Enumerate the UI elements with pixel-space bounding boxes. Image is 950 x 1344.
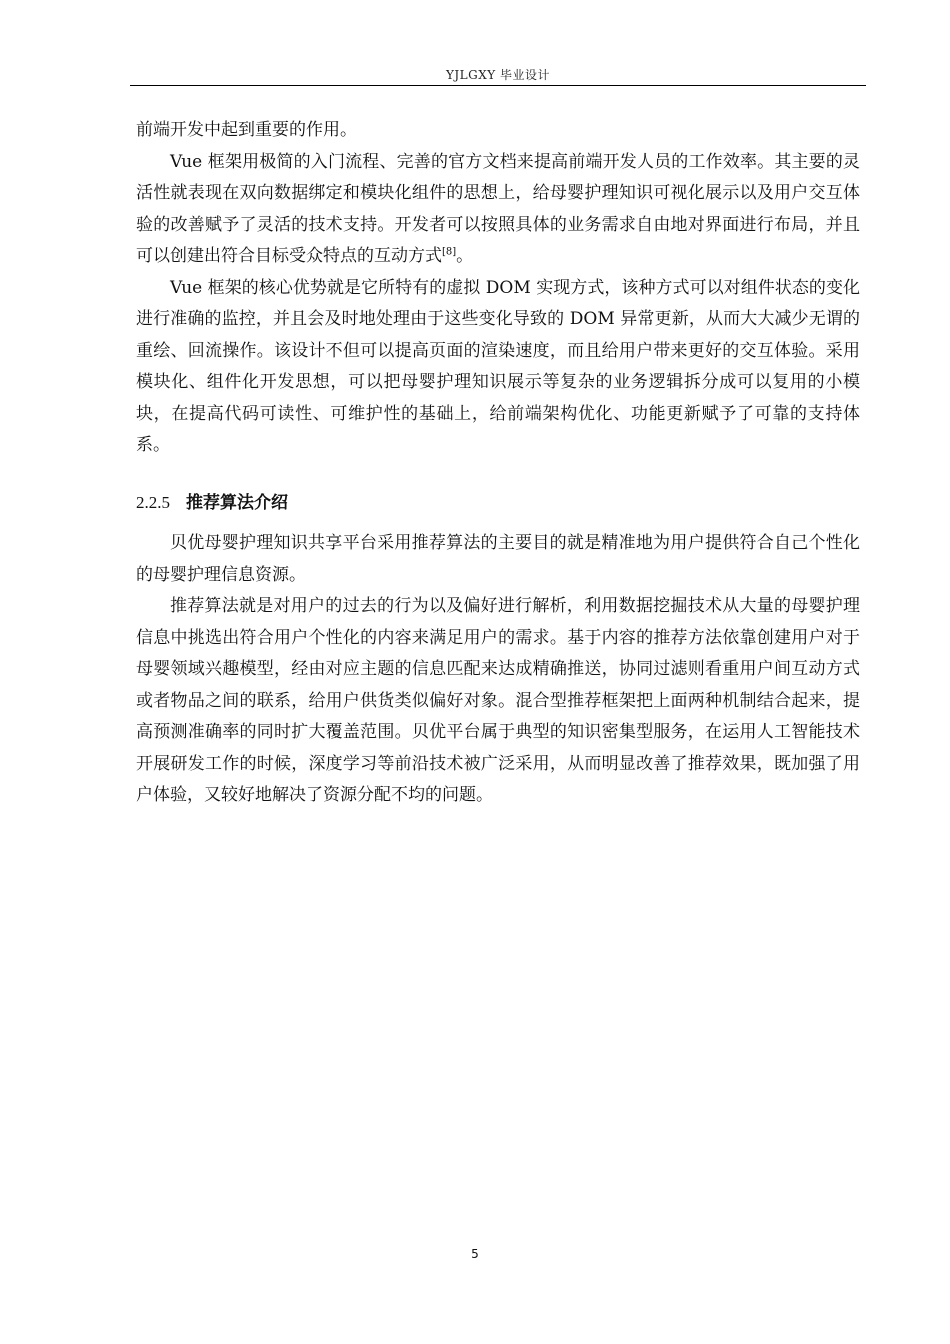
paragraph-vue-intro-end: 。	[456, 246, 474, 266]
paragraph-recommend-purpose: 贝优母婴护理知识共享平台采用推荐算法的主要目的就是精准地为用户提供符合自己个性化的母婴护理信息资源。	[136, 533, 860, 585]
paragraph-continuation: 前端开发中起到重要的作用。	[136, 120, 357, 140]
paragraph-vue-dom: Vue 框架的核心优势就是它所特有的虚拟 DOM 实现方式，该种方式可以对组件状态的变化进行准确的监控，并且会及时地处理由于这些变化导致的 DOM 异常更新，从而大大减少无谓的重绘、回流操作。该设计不但可以提高页面的渲染速度，而且给用户带来更好的交互体验。采用模块化、组件化开发思想，可以把母婴护理知识展示等复杂的业务逻辑拆分成可以复用的小模块，在提高代码可读性、可维护性的基础上，给前端架构优化、功能更新赋予了可靠的支持体系。	[136, 277, 860, 455]
citation-ref: [8]	[442, 246, 457, 258]
body-block-vue	[136, 115, 860, 462]
section-title: 推荐算法介绍	[186, 493, 288, 513]
section-heading	[136, 489, 288, 517]
page-header: YJLGXY 毕业设计	[445, 68, 551, 82]
header-divider	[130, 85, 866, 86]
page-number: 5	[471, 1247, 479, 1261]
paragraph-vue-intro	[136, 147, 860, 273]
body-block-recommendation	[136, 528, 860, 812]
paragraph-vue-intro-text: Vue 框架用极简的入门流程、完善的官方文档来提高前端开发人员的工作效率。其主要的灵活性就表现在双向数据绑定和模块化组件的思想上，给母婴护理知识可视化展示以及用户交互体验的改善赋予了灵活的技术支持。开发者可以按照具体的业务需求自由地对界面进行布局，并且可以创建出符合目标受众特点的互动方式	[136, 151, 860, 266]
paragraph-recommend-algorithms: 推荐算法就是对用户的过去的行为以及偏好进行解析，利用数据挖掘技术从大量的母婴护理信息中挑选出符合用户个性化的内容来满足用户的需求。基于内容的推荐方法依靠创建用户对于母婴领域兴趣模型，经由对应主题的信息匹配来达成精确推送，协同过滤则看重用户间互动方式或者物品之间的联系，给用户供货类似偏好对象。混合型推荐框架把上面两种机制结合起来，提高预测准确率的同时扩大覆盖范围。贝优平台属于典型的知识密集型服务，在运用人工智能技术开展研发工作的时候，深度学习等前沿技术被广泛采用，从而明显改善了推荐效果，既加强了用户体验，又较好地解决了资源分配不均的问题。	[136, 596, 860, 805]
section-number: 2.2.5	[136, 493, 170, 512]
